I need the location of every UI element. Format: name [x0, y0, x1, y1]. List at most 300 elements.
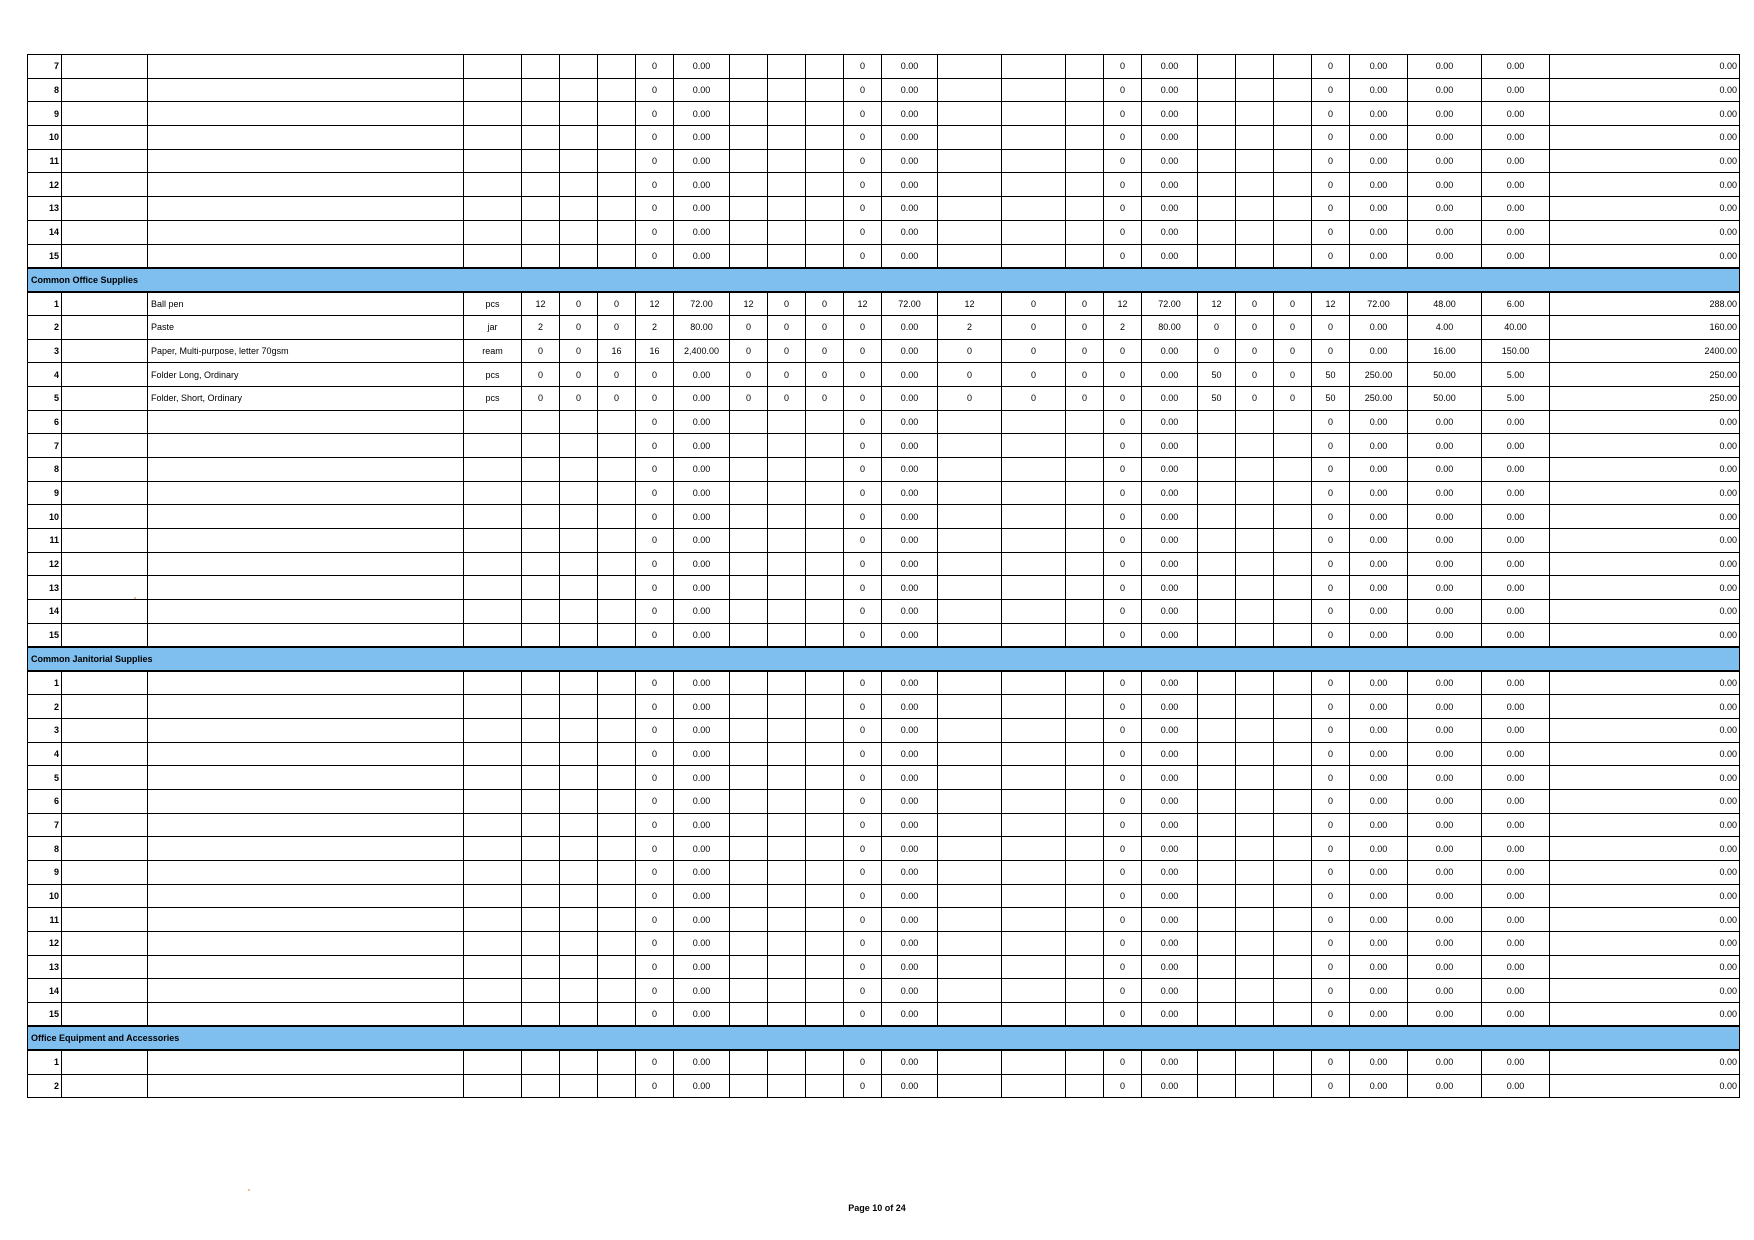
- quantity-cell: [1198, 671, 1236, 695]
- unit-cell: [464, 932, 522, 956]
- quantity-cell: [1002, 173, 1066, 197]
- quantity-cell: [1274, 78, 1312, 102]
- quantity-cell: 0: [1002, 315, 1066, 339]
- quantity-cell: [768, 600, 806, 624]
- quantity-cell: [1274, 742, 1312, 766]
- quantity-cell: 0.00: [674, 552, 730, 576]
- code-cell: [62, 742, 148, 766]
- quantity-cell: [730, 481, 768, 505]
- quantity-cell: 0.00: [1482, 78, 1550, 102]
- scan-speck: [248, 1189, 250, 1191]
- quantity-cell: 0: [636, 671, 674, 695]
- quantity-cell: 0.00: [674, 1003, 730, 1027]
- code-cell: [62, 481, 148, 505]
- item-number-cell: 10: [28, 126, 62, 150]
- code-cell: [62, 363, 148, 387]
- quantity-cell: [1198, 955, 1236, 979]
- quantity-cell: 0.00: [882, 1074, 938, 1098]
- unit-cell: [464, 55, 522, 79]
- quantity-cell: [1236, 908, 1274, 932]
- quantity-cell: 0.00: [882, 932, 938, 956]
- quantity-cell: [768, 220, 806, 244]
- quantity-cell: [1066, 552, 1104, 576]
- section-header-row: [28, 268, 1740, 292]
- quantity-cell: [522, 102, 560, 126]
- quantity-cell: 0: [844, 458, 882, 482]
- quantity-cell: 0: [1104, 718, 1142, 742]
- quantity-cell: [598, 220, 636, 244]
- row-total-cell: 0.00: [1550, 505, 1740, 529]
- item-description-cell: Folder, Short, Ordinary: [148, 386, 464, 410]
- table-row: [28, 386, 1740, 410]
- quantity-cell: 0: [1002, 386, 1066, 410]
- quantity-cell: 0: [1104, 126, 1142, 150]
- quantity-cell: [938, 410, 1002, 434]
- quantity-cell: [1002, 220, 1066, 244]
- quantity-cell: [1236, 979, 1274, 1003]
- quantity-cell: 0.00: [882, 908, 938, 932]
- quantity-cell: 0.00: [674, 837, 730, 861]
- quantity-cell: 0: [636, 908, 674, 932]
- quantity-cell: 0: [1312, 55, 1350, 79]
- quantity-cell: [938, 1003, 1002, 1027]
- quantity-cell: [1066, 1050, 1104, 1074]
- quantity-cell: [806, 481, 844, 505]
- quantity-cell: 0.00: [1142, 600, 1198, 624]
- item-description-cell: [148, 955, 464, 979]
- unit-cell: [464, 813, 522, 837]
- quantity-cell: 0.00: [882, 78, 938, 102]
- quantity-cell: 0: [1312, 789, 1350, 813]
- quantity-cell: [1274, 979, 1312, 1003]
- item-description-cell: [148, 1050, 464, 1074]
- quantity-cell: [598, 671, 636, 695]
- quantity-cell: 0: [636, 529, 674, 553]
- quantity-cell: 0: [844, 837, 882, 861]
- row-total-cell: 0.00: [1550, 434, 1740, 458]
- code-cell: [62, 979, 148, 1003]
- quantity-cell: 0: [1312, 932, 1350, 956]
- quantity-cell: [560, 458, 598, 482]
- quantity-cell: [522, 197, 560, 221]
- item-description-cell: [148, 884, 464, 908]
- quantity-cell: [1066, 766, 1104, 790]
- quantity-cell: 0: [730, 386, 768, 410]
- item-number-cell: 8: [28, 78, 62, 102]
- item-number-cell: 13: [28, 197, 62, 221]
- quantity-cell: 0: [636, 173, 674, 197]
- quantity-cell: [730, 766, 768, 790]
- item-description-cell: [148, 766, 464, 790]
- quantity-cell: 0.00: [1350, 837, 1408, 861]
- quantity-cell: [1274, 766, 1312, 790]
- row-total-cell: 0.00: [1550, 908, 1740, 932]
- unit-cell: [464, 458, 522, 482]
- quantity-cell: 0.00: [1408, 434, 1482, 458]
- quantity-cell: [806, 220, 844, 244]
- quantity-cell: [1236, 695, 1274, 719]
- quantity-cell: 0.00: [1482, 789, 1550, 813]
- quantity-cell: 0: [1312, 813, 1350, 837]
- quantity-cell: 0.00: [882, 695, 938, 719]
- quantity-cell: [768, 410, 806, 434]
- quantity-cell: 0: [768, 339, 806, 363]
- quantity-cell: [806, 434, 844, 458]
- row-total-cell: 0.00: [1550, 458, 1740, 482]
- quantity-cell: [598, 955, 636, 979]
- quantity-cell: [522, 861, 560, 885]
- quantity-cell: 0: [938, 363, 1002, 387]
- unit-cell: [464, 884, 522, 908]
- quantity-cell: 0: [1312, 908, 1350, 932]
- quantity-cell: 0: [636, 789, 674, 813]
- quantity-cell: [1002, 1074, 1066, 1098]
- quantity-cell: 0: [560, 363, 598, 387]
- row-total-cell: 0.00: [1550, 149, 1740, 173]
- quantity-cell: 0.00: [674, 813, 730, 837]
- quantity-cell: 0: [1104, 861, 1142, 885]
- quantity-cell: [806, 955, 844, 979]
- quantity-cell: 0.00: [674, 173, 730, 197]
- quantity-cell: 0.00: [1408, 529, 1482, 553]
- quantity-cell: [522, 410, 560, 434]
- quantity-cell: 0: [1312, 481, 1350, 505]
- quantity-cell: [730, 884, 768, 908]
- quantity-cell: 0: [844, 1003, 882, 1027]
- quantity-cell: [768, 671, 806, 695]
- quantity-cell: [938, 78, 1002, 102]
- quantity-cell: [560, 718, 598, 742]
- quantity-cell: [1236, 884, 1274, 908]
- quantity-cell: [1274, 55, 1312, 79]
- table-row: [28, 102, 1740, 126]
- code-cell: [62, 932, 148, 956]
- table-row: [28, 197, 1740, 221]
- quantity-cell: 0: [1104, 363, 1142, 387]
- item-description-cell: Paper, Multi-purpose, letter 70gsm: [148, 339, 464, 363]
- quantity-cell: [522, 126, 560, 150]
- quantity-cell: [1002, 600, 1066, 624]
- quantity-cell: [522, 718, 560, 742]
- quantity-cell: [768, 173, 806, 197]
- quantity-cell: [938, 55, 1002, 79]
- quantity-cell: [560, 197, 598, 221]
- row-total-cell: 0.00: [1550, 695, 1740, 719]
- quantity-cell: [806, 576, 844, 600]
- quantity-cell: 0.00: [1482, 932, 1550, 956]
- quantity-cell: [1198, 600, 1236, 624]
- quantity-cell: 0: [636, 884, 674, 908]
- quantity-cell: [806, 789, 844, 813]
- quantity-cell: [1002, 861, 1066, 885]
- unit-cell: [464, 955, 522, 979]
- quantity-cell: 0: [1104, 955, 1142, 979]
- quantity-cell: 0.00: [1142, 766, 1198, 790]
- quantity-cell: 0: [1066, 292, 1104, 316]
- item-description-cell: Folder Long, Ordinary: [148, 363, 464, 387]
- quantity-cell: [1198, 505, 1236, 529]
- quantity-cell: 0.00: [1350, 813, 1408, 837]
- item-number-cell: 15: [28, 1003, 62, 1027]
- item-description-cell: [148, 197, 464, 221]
- quantity-cell: [522, 813, 560, 837]
- quantity-cell: [1274, 220, 1312, 244]
- quantity-cell: [938, 102, 1002, 126]
- quantity-cell: 0.00: [882, 623, 938, 647]
- item-number-cell: 12: [28, 173, 62, 197]
- quantity-cell: 0: [636, 126, 674, 150]
- quantity-cell: 0: [636, 576, 674, 600]
- quantity-cell: [1002, 623, 1066, 647]
- code-cell: [62, 458, 148, 482]
- quantity-cell: 0: [1104, 766, 1142, 790]
- quantity-cell: 0: [844, 434, 882, 458]
- quantity-cell: 0.00: [1350, 529, 1408, 553]
- quantity-cell: [1236, 789, 1274, 813]
- unit-cell: [464, 434, 522, 458]
- quantity-cell: 0: [844, 742, 882, 766]
- quantity-cell: 0: [560, 339, 598, 363]
- table-row: [28, 742, 1740, 766]
- item-number-cell: 14: [28, 600, 62, 624]
- quantity-cell: [560, 505, 598, 529]
- table-row: [28, 695, 1740, 719]
- quantity-cell: 0: [1236, 292, 1274, 316]
- quantity-cell: [806, 600, 844, 624]
- quantity-cell: 150.00: [1482, 339, 1550, 363]
- quantity-cell: 0.00: [1142, 410, 1198, 434]
- quantity-cell: [598, 78, 636, 102]
- item-description-cell: [148, 78, 464, 102]
- quantity-cell: [768, 837, 806, 861]
- quantity-cell: 0.00: [1482, 813, 1550, 837]
- quantity-cell: 0.00: [882, 671, 938, 695]
- quantity-cell: 0: [844, 671, 882, 695]
- quantity-cell: 0.00: [1482, 908, 1550, 932]
- quantity-cell: 12: [636, 292, 674, 316]
- quantity-cell: [522, 955, 560, 979]
- quantity-cell: [598, 623, 636, 647]
- table-row: [28, 766, 1740, 790]
- row-total-cell: 0.00: [1550, 623, 1740, 647]
- quantity-cell: 0: [844, 576, 882, 600]
- quantity-cell: [1002, 908, 1066, 932]
- quantity-cell: [1198, 837, 1236, 861]
- quantity-cell: 0: [636, 695, 674, 719]
- quantity-cell: [806, 78, 844, 102]
- quantity-cell: [598, 1050, 636, 1074]
- quantity-cell: 0.00: [882, 837, 938, 861]
- quantity-cell: [938, 623, 1002, 647]
- quantity-cell: 0: [806, 339, 844, 363]
- quantity-cell: [1274, 197, 1312, 221]
- table-row: [28, 315, 1740, 339]
- quantity-cell: [1274, 458, 1312, 482]
- quantity-cell: 0.00: [882, 884, 938, 908]
- quantity-cell: [1274, 576, 1312, 600]
- quantity-cell: [1274, 552, 1312, 576]
- quantity-cell: 0.00: [1350, 1074, 1408, 1098]
- quantity-cell: 12: [1104, 292, 1142, 316]
- item-description-cell: [148, 481, 464, 505]
- quantity-cell: [1002, 55, 1066, 79]
- code-cell: [62, 837, 148, 861]
- table-row: [28, 363, 1740, 387]
- quantity-cell: 0.00: [1408, 244, 1482, 268]
- quantity-cell: [598, 600, 636, 624]
- quantity-cell: [1066, 955, 1104, 979]
- item-number-cell: 2: [28, 695, 62, 719]
- quantity-cell: 0.00: [1350, 78, 1408, 102]
- code-cell: [62, 220, 148, 244]
- quantity-cell: 0: [1104, 600, 1142, 624]
- quantity-cell: 12: [522, 292, 560, 316]
- quantity-cell: 0.00: [1408, 837, 1482, 861]
- row-total-cell: 0.00: [1550, 78, 1740, 102]
- quantity-cell: 0: [1104, 742, 1142, 766]
- quantity-cell: [1274, 529, 1312, 553]
- row-total-cell: 0.00: [1550, 1074, 1740, 1098]
- quantity-cell: [806, 197, 844, 221]
- quantity-cell: [938, 932, 1002, 956]
- row-total-cell: 0.00: [1550, 552, 1740, 576]
- quantity-cell: 16: [636, 339, 674, 363]
- quantity-cell: [560, 126, 598, 150]
- quantity-cell: [1066, 789, 1104, 813]
- quantity-cell: [1066, 908, 1104, 932]
- table-row: [28, 600, 1740, 624]
- quantity-cell: 0: [806, 315, 844, 339]
- quantity-cell: 0: [1312, 576, 1350, 600]
- quantity-cell: [1236, 1050, 1274, 1074]
- quantity-cell: 0: [636, 434, 674, 458]
- quantity-cell: [806, 126, 844, 150]
- quantity-cell: [1274, 671, 1312, 695]
- quantity-cell: 0.00: [1142, 623, 1198, 647]
- code-cell: [62, 1050, 148, 1074]
- quantity-cell: [598, 505, 636, 529]
- quantity-cell: [1002, 481, 1066, 505]
- table-row: [28, 458, 1740, 482]
- quantity-cell: 0: [1104, 386, 1142, 410]
- quantity-cell: [522, 505, 560, 529]
- quantity-cell: 0: [1002, 292, 1066, 316]
- quantity-cell: 0: [1312, 742, 1350, 766]
- quantity-cell: [938, 576, 1002, 600]
- quantity-cell: 0.00: [1142, 884, 1198, 908]
- quantity-cell: 0.00: [882, 861, 938, 885]
- quantity-cell: [598, 1003, 636, 1027]
- quantity-cell: [938, 1050, 1002, 1074]
- quantity-cell: 0.00: [1408, 220, 1482, 244]
- table-row: [28, 623, 1740, 647]
- quantity-cell: 0: [844, 315, 882, 339]
- quantity-cell: [598, 149, 636, 173]
- quantity-cell: [522, 1003, 560, 1027]
- quantity-cell: [560, 149, 598, 173]
- unit-cell: [464, 695, 522, 719]
- quantity-cell: [730, 718, 768, 742]
- item-number-cell: 14: [28, 979, 62, 1003]
- quantity-cell: 0.00: [882, 505, 938, 529]
- quantity-cell: 0: [636, 1074, 674, 1098]
- quantity-cell: 0: [1312, 126, 1350, 150]
- row-total-cell: 0.00: [1550, 410, 1740, 434]
- quantity-cell: [1274, 695, 1312, 719]
- quantity-cell: 0: [1104, 908, 1142, 932]
- quantity-cell: [768, 979, 806, 1003]
- quantity-cell: [1066, 742, 1104, 766]
- quantity-cell: 0.00: [1350, 576, 1408, 600]
- row-total-cell: 2400.00: [1550, 339, 1740, 363]
- quantity-cell: 0: [1312, 220, 1350, 244]
- quantity-cell: 0.00: [1482, 410, 1550, 434]
- item-description-cell: [148, 837, 464, 861]
- quantity-cell: 0.00: [674, 529, 730, 553]
- quantity-cell: [938, 789, 1002, 813]
- quantity-cell: [1198, 244, 1236, 268]
- quantity-cell: [1066, 979, 1104, 1003]
- quantity-cell: 0.00: [1350, 173, 1408, 197]
- quantity-cell: [598, 410, 636, 434]
- quantity-cell: 2: [1104, 315, 1142, 339]
- quantity-cell: 0: [1066, 363, 1104, 387]
- quantity-cell: [598, 458, 636, 482]
- quantity-cell: 2: [636, 315, 674, 339]
- quantity-cell: [1002, 884, 1066, 908]
- quantity-cell: [1274, 481, 1312, 505]
- quantity-cell: 0: [806, 292, 844, 316]
- item-number-cell: 3: [28, 339, 62, 363]
- code-cell: [62, 78, 148, 102]
- quantity-cell: 0.00: [1142, 78, 1198, 102]
- quantity-cell: 12: [1198, 292, 1236, 316]
- quantity-cell: 0: [636, 766, 674, 790]
- unit-cell: [464, 1074, 522, 1098]
- quantity-cell: 0: [844, 126, 882, 150]
- quantity-cell: [730, 505, 768, 529]
- unit-cell: pcs: [464, 292, 522, 316]
- quantity-cell: [1066, 197, 1104, 221]
- quantity-cell: [806, 884, 844, 908]
- item-number-cell: 8: [28, 837, 62, 861]
- quantity-cell: [938, 837, 1002, 861]
- item-number-cell: 7: [28, 55, 62, 79]
- quantity-cell: [938, 718, 1002, 742]
- quantity-cell: [1236, 671, 1274, 695]
- quantity-cell: [522, 979, 560, 1003]
- quantity-cell: 0: [1312, 552, 1350, 576]
- item-description-cell: [148, 505, 464, 529]
- quantity-cell: 0: [844, 481, 882, 505]
- quantity-cell: 0: [730, 315, 768, 339]
- procurement-sheet: [27, 54, 1740, 1098]
- row-total-cell: 0.00: [1550, 1003, 1740, 1027]
- quantity-cell: 80.00: [1142, 315, 1198, 339]
- quantity-cell: [1066, 576, 1104, 600]
- quantity-cell: 0.00: [1350, 410, 1408, 434]
- code-cell: [62, 789, 148, 813]
- row-total-cell: 250.00: [1550, 386, 1740, 410]
- quantity-cell: 0.00: [1408, 742, 1482, 766]
- quantity-cell: 0.00: [1482, 695, 1550, 719]
- quantity-cell: [938, 813, 1002, 837]
- quantity-cell: [1236, 173, 1274, 197]
- quantity-cell: [1236, 458, 1274, 482]
- quantity-cell: [1198, 908, 1236, 932]
- quantity-cell: [730, 173, 768, 197]
- quantity-cell: 0.00: [1350, 102, 1408, 126]
